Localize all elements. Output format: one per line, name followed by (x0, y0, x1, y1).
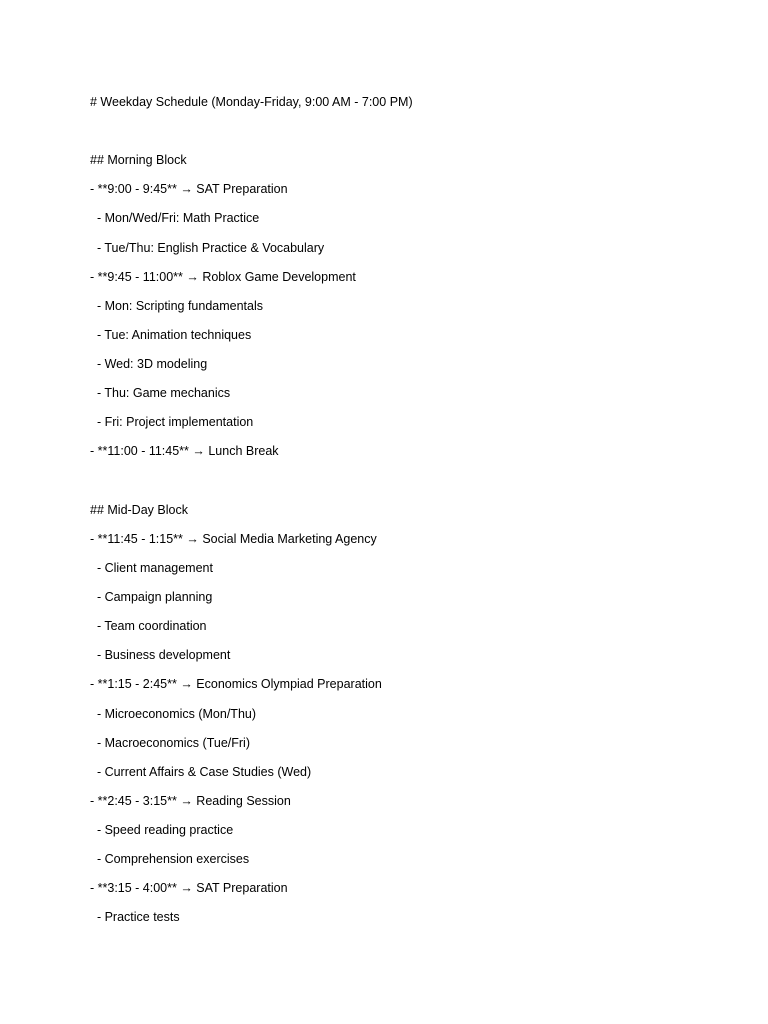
list-item: - **11:00 - 11:45** → Lunch Break (90, 444, 279, 458)
sub-list-item: - Client management (90, 561, 213, 575)
list-item: - **11:45 - 1:15** → Social Media Marketing Agency (90, 532, 377, 546)
sub-list-item: - Practice tests (90, 910, 180, 924)
sub-list-item: - Business development (90, 648, 231, 662)
list-item: - **2:45 - 3:15** → Reading Session (90, 794, 291, 808)
sub-list-item: - Current Affairs & Case Studies (Wed) (90, 765, 312, 779)
list-item: - **9:45 - 11:00** → Roblox Game Development (90, 270, 356, 284)
sub-list-item: - Fri: Project implementation (90, 415, 254, 429)
list-item: - **3:15 - 4:00** → SAT Preparation (90, 881, 288, 895)
sub-list-item: - Speed reading practice (90, 823, 234, 837)
sub-list-item: - Tue/Thu: English Practice & Vocabulary (90, 241, 325, 255)
document-title: # Weekday Schedule (Monday-Friday, 9:00 AM - 7:00 PM) (90, 95, 413, 109)
list-item: - **9:00 - 9:45** → SAT Preparation (90, 182, 288, 196)
sub-list-item: - Wed: 3D modeling (90, 357, 208, 371)
section-heading-midday: ## Mid-Day Block (90, 503, 188, 517)
sub-list-item: - Macroeconomics (Tue/Fri) (90, 736, 250, 750)
section-heading-morning: ## Morning Block (90, 153, 187, 167)
sub-list-item: - Campaign planning (90, 590, 213, 604)
sub-list-item: - Thu: Game mechanics (90, 386, 231, 400)
sub-list-item: - Team coordination (90, 619, 207, 633)
sub-list-item: - Mon: Scripting fundamentals (90, 299, 263, 313)
list-item: - **1:15 - 2:45** → Economics Olympiad Preparation (90, 677, 382, 691)
sub-list-item: - Mon/Wed/Fri: Math Practice (90, 211, 260, 225)
sub-list-item: - Microeconomics (Mon/Thu) (90, 707, 257, 721)
sub-list-item: - Tue: Animation techniques (90, 328, 252, 342)
sub-list-item: - Comprehension exercises (90, 852, 250, 866)
